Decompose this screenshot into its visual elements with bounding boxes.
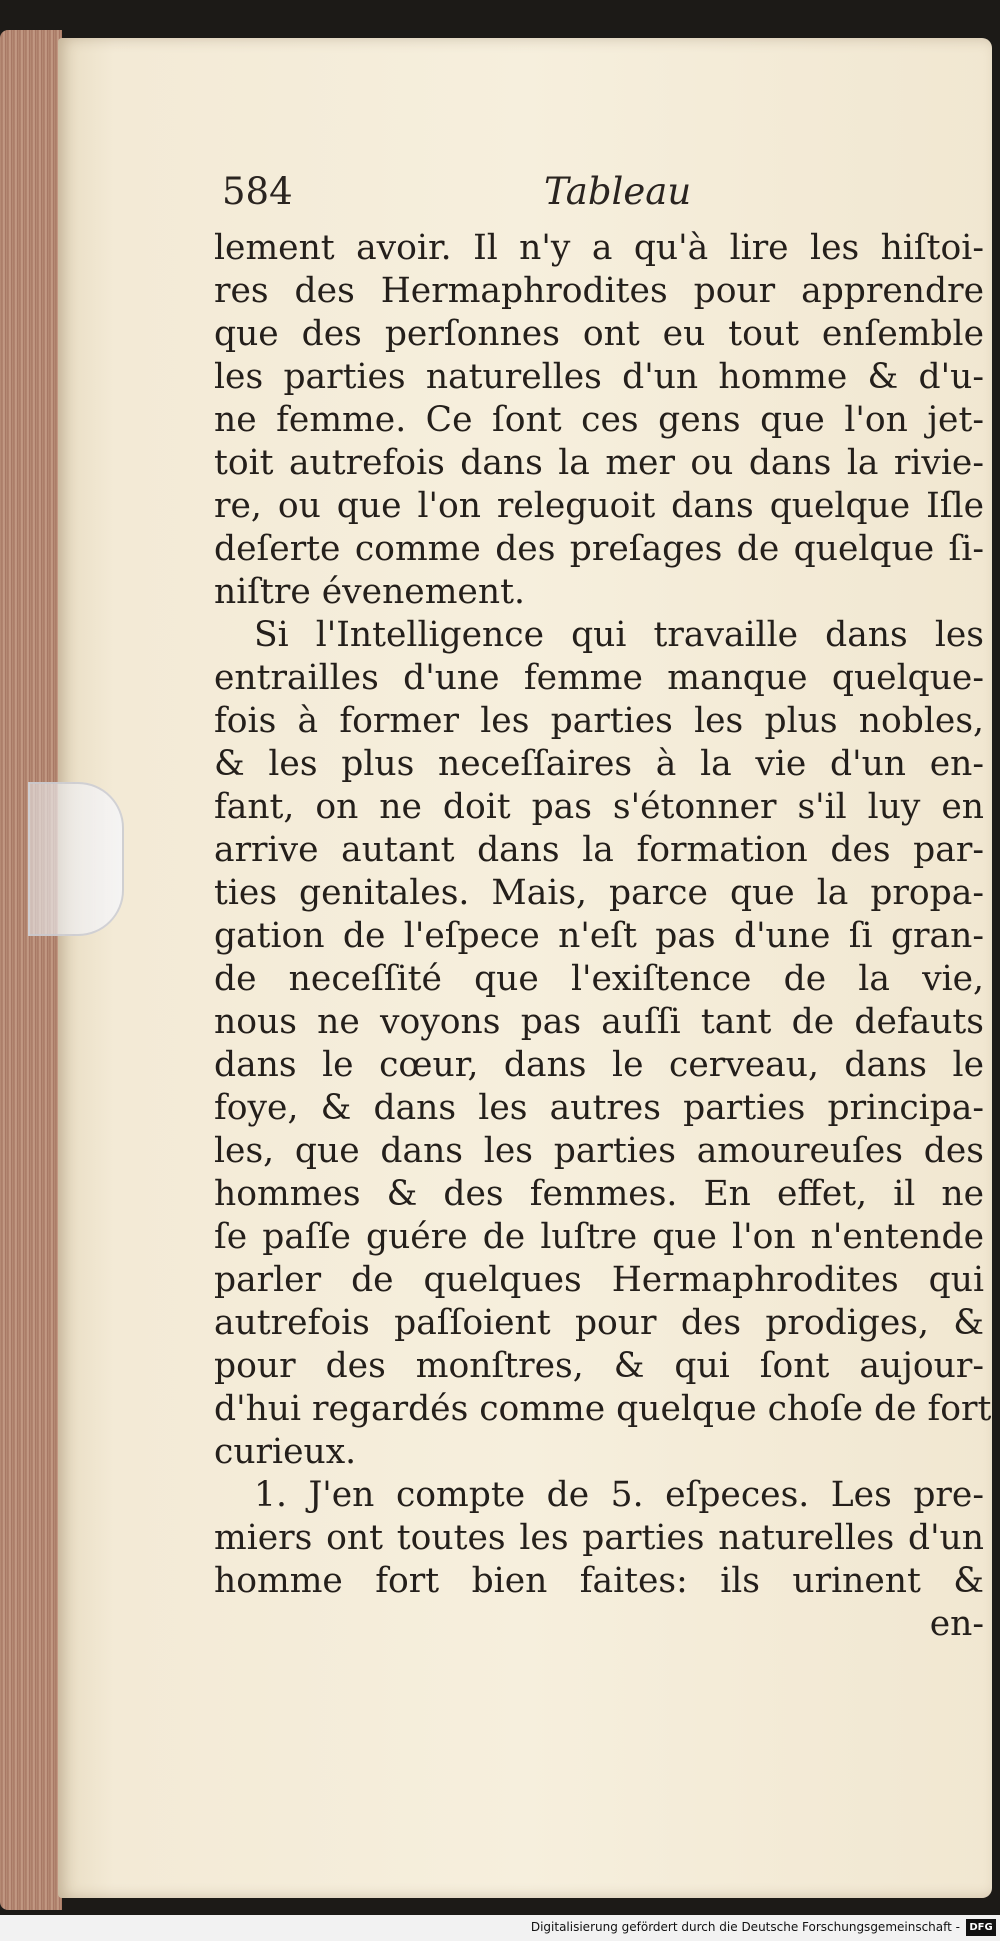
text-line: Si l'Intelligence qui travaille dans les — [254, 615, 984, 655]
text-line: homme fort bien faites: ils urinent & — [214, 1561, 984, 1601]
text-line: que des perſonnes ont eu tout enſemble — [214, 314, 984, 354]
text-line: ne femme. Ce ſont ces gens que l'on jet- — [214, 400, 984, 440]
page-edge — [0, 30, 62, 1910]
digitization-credit: Digitalisierung gefördert durch die Deutsche Forschungsgemeinschaft - — [530, 1920, 960, 1934]
digitization-footer — [0, 1915, 1000, 1941]
text-line: re, ou que l'on releguoit dans quelque Iſle — [214, 486, 984, 526]
catchword: en- — [929, 1604, 984, 1644]
text-line: d'hui regardés comme quelque choſe de fort — [214, 1389, 992, 1429]
text-line: miers ont toutes les parties naturelles d'un — [214, 1518, 984, 1558]
text-line: fant, on ne doit pas s'étonner s'il luy en — [214, 787, 984, 827]
page-number: 584 — [222, 170, 293, 213]
running-title: Tableau — [544, 170, 692, 213]
text-body — [214, 227, 992, 1646]
text-line: gation de l'eſpece n'eſt pas d'une ſi gran- — [214, 916, 984, 956]
text-line: les parties naturelles d'un homme & d'u- — [214, 357, 984, 397]
text-line: parler de quelques Hermaphrodites qui — [214, 1260, 984, 1300]
text-line: ties genitales. Mais, parce que la propa- — [214, 873, 984, 913]
text-line: toit autrefois dans la mer ou dans la rivie- — [214, 443, 984, 483]
page-clip — [28, 782, 124, 936]
text-line: hommes & des femmes. En effet, il ne — [214, 1174, 984, 1214]
text-line: curieux. — [214, 1432, 357, 1472]
text-line: ſe paſſe guére de luſtre que l'on n'entende — [214, 1217, 984, 1257]
text-line: 1. J'en compte de 5. eſpeces. Les pre- — [254, 1475, 984, 1515]
text-line: & les plus neceſſaires à la vie d'un en- — [214, 744, 984, 784]
text-line: res des Hermaphrodites pour apprendre — [214, 271, 984, 311]
text-line: fois à former les parties les plus nobles, — [214, 701, 984, 741]
text-line: autrefois paſſoient pour des prodiges, & — [214, 1303, 984, 1343]
text-line: les, que dans les parties amoureuſes des — [214, 1131, 984, 1171]
text-line: deſerte comme des preſages de quelque ſi- — [214, 529, 984, 569]
text-line: lement avoir. Il n'y a qu'à lire les hiſtoi- — [214, 228, 984, 268]
text-line: arrive autant dans la formation des par- — [214, 830, 984, 870]
page-header — [222, 170, 982, 226]
dfg-logo: DFG — [966, 1919, 996, 1936]
text-line: entrailles d'une femme manque quelque- — [214, 658, 984, 698]
text-line: dans le cœur, dans le cerveau, dans le — [214, 1045, 984, 1085]
text-line: pour des monſtres, & qui ſont aujour- — [214, 1346, 984, 1386]
text-line: de neceſſité que l'exiſtence de la vie, — [214, 959, 984, 999]
text-line: nous ne voyons pas auſſi tant de defauts — [214, 1002, 984, 1042]
text-line: niſtre évenement. — [214, 572, 525, 612]
text-line: foye, & dans les autres parties principa- — [214, 1088, 984, 1128]
